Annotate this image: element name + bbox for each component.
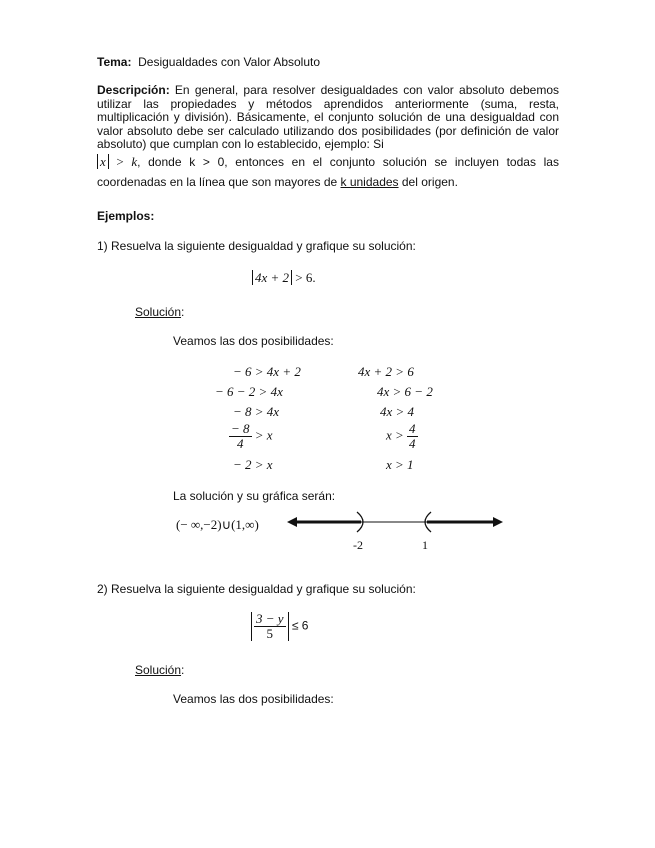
- tick-label-left: -2: [353, 538, 363, 552]
- left-frac-rest: > x: [254, 427, 273, 443]
- left-step-2: − 6 − 2 > 4x: [215, 384, 283, 399]
- left-arrow-icon: [287, 517, 297, 527]
- example1-solucion-line: [135, 305, 184, 319]
- example2-abs: [251, 612, 289, 641]
- left-step-1: − 6 > 4x + 2: [233, 364, 301, 379]
- right-step-2: 4x > 6 − 2: [377, 384, 433, 399]
- descripcion-paragraph: [97, 84, 559, 192]
- left-frac-den: 4: [237, 436, 244, 451]
- abs-x: x: [97, 154, 109, 169]
- example2-solucion-colon: :: [181, 663, 185, 677]
- right-arrow-icon: [493, 517, 503, 527]
- descripcion-text-3: del origen.: [398, 174, 458, 189]
- descripcion-text-2: , donde k > 0, entonces en el conjunto solución se incluyen todas las coordenadas en la línea que son mayores de: [97, 154, 559, 189]
- solution-interval: (− ∞,−2)∪(1,∞): [176, 517, 259, 532]
- example2-frac-num: 3 − y: [256, 611, 284, 626]
- left-step-5: − 2 > x: [233, 457, 273, 472]
- right-step-3: 4x > 4: [380, 404, 415, 419]
- example2-frac-den: 5: [266, 626, 274, 641]
- right-step-1: 4x + 2 > 6: [358, 364, 414, 379]
- example1-veamos: Veamos las dos posibilidades:: [173, 334, 334, 348]
- example1-grafica-text: La solución y su gráfica serán:: [173, 489, 336, 503]
- k-var: k: [131, 153, 138, 169]
- number-line: [285, 507, 505, 539]
- example1-solucion-colon: :: [181, 305, 185, 319]
- right-step-4: [386, 422, 418, 451]
- tema-line: [97, 55, 320, 69]
- right-frac-lead: x >: [386, 427, 404, 443]
- abs-x-inequality: [97, 154, 137, 169]
- descripcion-label: Descripción:: [97, 83, 170, 97]
- ejemplos-heading: Ejemplos:: [97, 209, 155, 223]
- descripcion-text-1: En general, para resolver desigualdades con valor absoluto debemos utilizar las propiedades y métodos aprendidos anteriormente (suma, resta, multiplicación y división). Básicamente, el conjunto solución de una desigualdad con valor absoluto debe ser calculado utilizando dos posibilidades (por definición de valor absoluto) que cumplan con lo establecido, ejemplo: Si: [97, 83, 559, 151]
- right-fraction: [407, 422, 418, 451]
- example1-eq-rest: > 6.: [292, 270, 316, 285]
- k-unidades: k unidades: [340, 174, 399, 189]
- example1-abs-expr: 4x + 2: [252, 270, 292, 285]
- right-frac-den: 4: [409, 436, 416, 451]
- example2-solucion-line: [135, 663, 184, 677]
- left-step-4: [229, 422, 273, 451]
- example2-solucion-label: Solución: [135, 663, 182, 677]
- tema-value: Desigualdades con Valor Absoluto: [138, 55, 321, 69]
- tema-label: Tema:: [97, 55, 132, 69]
- right-frac-num: 4: [409, 421, 416, 436]
- example2-prompt: 2) Resuelva la siguiente desigualdad y grafique su solución:: [97, 582, 416, 596]
- example1-solucion-label: Solución: [135, 305, 182, 319]
- example2-veamos: Veamos las dos posibilidades:: [173, 692, 334, 706]
- right-step-5: x > 1: [386, 457, 414, 472]
- example1-prompt: 1) Resuelva la siguiente desigualdad y grafique su solución:: [97, 239, 416, 253]
- example2-fraction: [254, 612, 286, 641]
- example2-equation: [251, 612, 308, 641]
- left-step-3: − 8 > 4x: [233, 404, 280, 419]
- example2-rest: ≤ 6: [288, 618, 309, 633]
- left-fraction: [229, 422, 252, 451]
- tick-label-right: 1: [422, 538, 428, 552]
- example1-equation: [252, 270, 316, 286]
- abs-gt: >: [108, 153, 132, 169]
- left-frac-num: − 8: [231, 421, 250, 436]
